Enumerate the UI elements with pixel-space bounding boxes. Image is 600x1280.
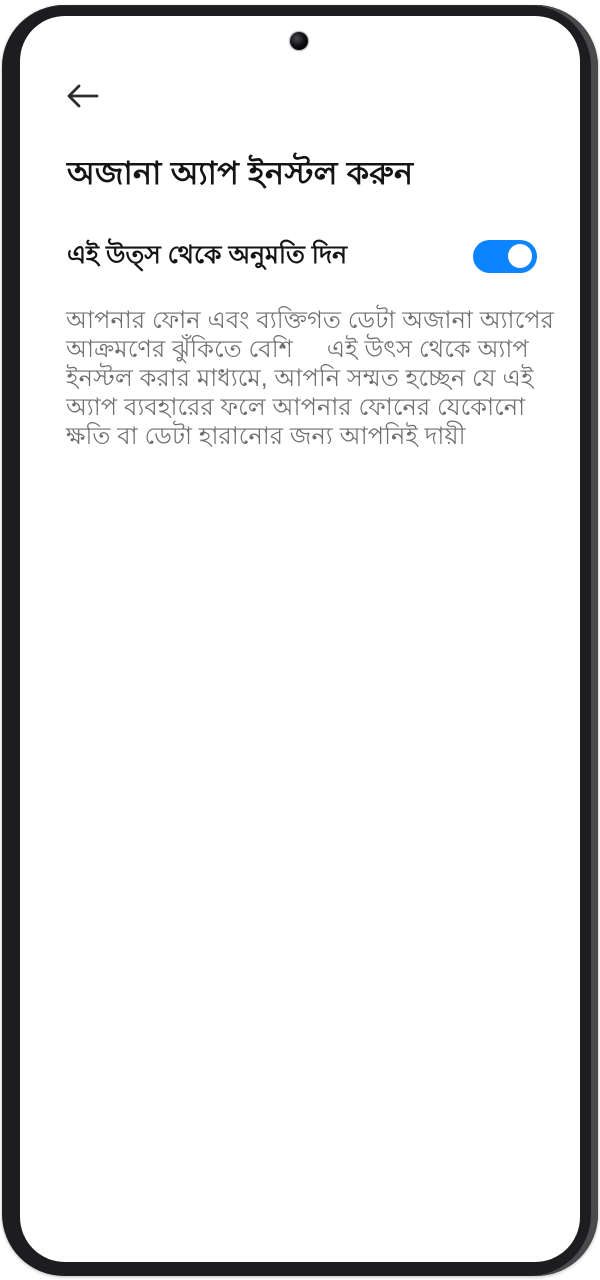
phone-frame xyxy=(2,5,598,1276)
description-line: ইনস্টল করার মাধ্যমে, আপনি সম্মত হচ্ছেন যে এই xyxy=(66,365,534,392)
front-camera-icon xyxy=(290,32,308,50)
back-arrow-icon xyxy=(66,84,100,108)
allow-source-row[interactable] xyxy=(67,230,537,282)
description-line: অ্যাপ ব্যবহারের ফলে আপনার ফোনের যেকোনো xyxy=(66,394,526,421)
allow-source-label: এই উত্স থেকে অনুমতি দিন xyxy=(67,240,347,269)
back-button[interactable] xyxy=(60,72,116,120)
phone-screen xyxy=(20,16,580,1262)
description-line: আপনার ফোন এবং ব্যক্তিগত ডেটা অজানা অ্যাপের xyxy=(66,307,554,334)
description-line: আক্রমণের ঝুঁকিতে বেশি এই উৎস থেকে অ্যাপ xyxy=(66,336,529,363)
description-text xyxy=(66,306,556,451)
description-line: ক্ষতি বা ডেটা হারানোর জন্য আপনিই দায়ী xyxy=(66,423,466,450)
allow-source-toggle[interactable] xyxy=(473,240,537,273)
page-title: অজানা অ্যাপ ইনস্টল করুন xyxy=(67,155,414,191)
toggle-knob xyxy=(508,244,532,268)
